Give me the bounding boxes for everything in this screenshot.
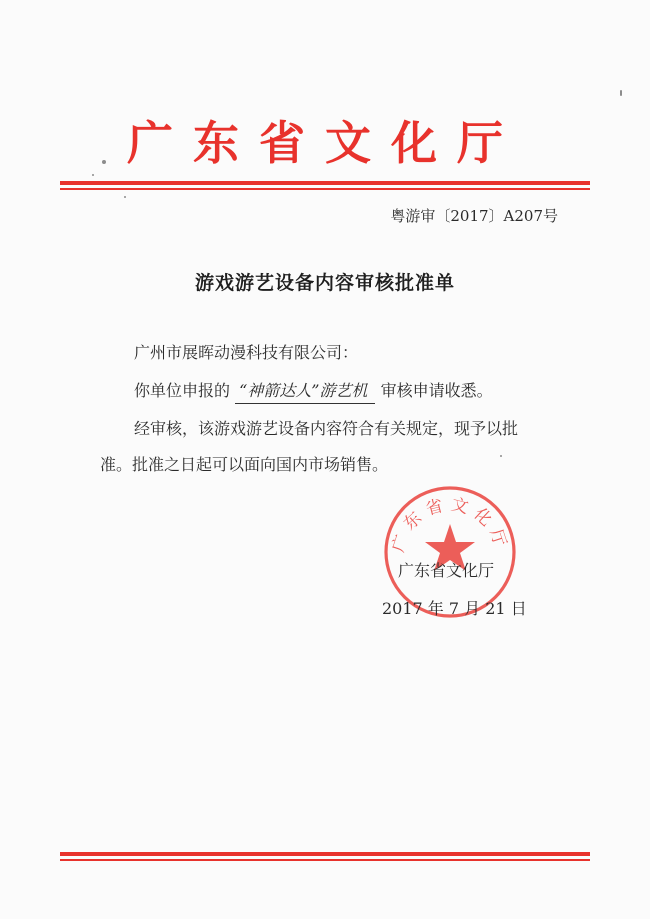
paragraph-2-line-1: 经审核，该游戏游艺设备内容符合有关规定，现予以批 — [134, 419, 519, 438]
signature-date: 2017 年 7 月 21 日 — [382, 599, 527, 618]
document-title: 游戏游艺设备内容审核批准单 — [194, 272, 455, 294]
letterhead-title: 广东省文化厅 — [127, 116, 523, 170]
footer-rule-thin — [60, 859, 590, 861]
document-number: 粤游审〔2017〕A207号 — [390, 207, 558, 225]
footer-rule-thick — [60, 852, 590, 856]
scan-speck — [124, 196, 126, 198]
paragraph-1-suffix: 审核申请收悉。 — [380, 381, 493, 400]
svg-text:广东省文化厅: 广东省文化厅 — [388, 494, 512, 555]
scan-speck — [102, 160, 106, 164]
letterhead-rule-thick — [60, 181, 590, 185]
product-name: “神箭达人”游艺机 — [235, 379, 375, 404]
letterhead-rule-thin — [60, 188, 590, 190]
scan-speck — [500, 455, 502, 457]
paragraph-1-prefix: 你单位申报的 — [134, 381, 231, 400]
paragraph-1 — [134, 372, 554, 410]
addressee: 广州市展晖动漫科技有限公司： — [134, 343, 359, 362]
signer-name: 广东省文化厅 — [398, 561, 495, 580]
paragraph-2-line-2: 准。批准之日起可以面向国内市场销售。 — [100, 455, 389, 474]
scan-speck — [620, 90, 622, 96]
scan-speck — [92, 174, 94, 176]
